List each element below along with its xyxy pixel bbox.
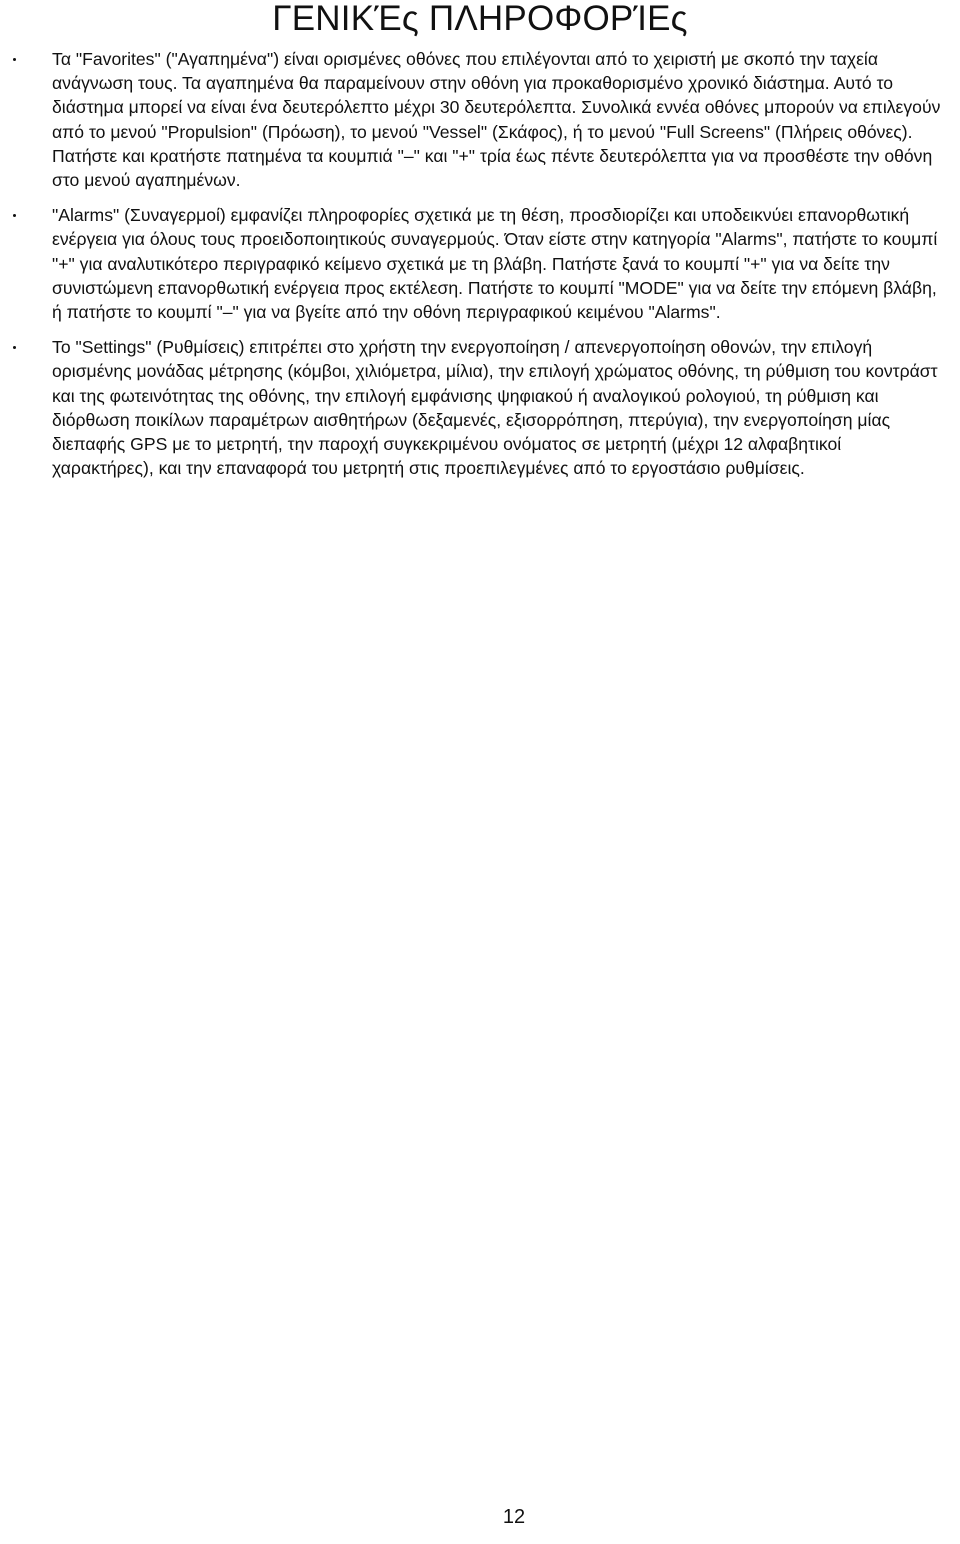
bullet-text-settings: επιτρέπει στο χρήστη την ενεργοποίηση / απενεργοποίηση οθονών, την επιλογή ορισμένης μονάδας μέτρησης (κόμβοι, χιλιόμετρα, μίλια), την επιλογή χρώματος οθόνης, τη ρύθμιση του κοντράστ και της φωτεινότητας της οθόνης, την επιλογή εμφάνισης ψηφιακού ή αναλογικού ρολογιού, τη ρύθμιση και διόρθωση ποικίλων παραμέτρων αισθητήρων (δεξαμενές, εξισορρόπηση, πτερύγια), την ενεργοποίηση μίας διεπαφής GPS με το μετρητή, την παροχή συγκεκριμένου ονόματος σε μετρητή (μέχρι 12 αλφαβητικοί χαρακτήρες), και την επαναφορά του μετρητή στις προεπιλεγμένες από το εργοστάσιο ρυθμίσεις. [52, 337, 938, 479]
bullet-text-favorites: είναι ορισμένες οθόνες που επιλέγονται από το χειριστή με σκοπό την ταχεία ανάγνωση τους. Τα αγαπημένα θα παραμείνουν στην οθόνη για προκαθορισμένο χρονικό διάστημα. Αυτό το διάστημα μπορεί να είναι ένα δευτερόλεπτο μέχρι 30 δευτερόλεπτα. Συνολικά εννέα οθόνες μπορούν να επιλεγούν από το μενού "Propulsion" (Πρόωση), το μενού "Vessel" (Σκάφος), ή το μενού "Full Screens" (Πλήρεις οθόνες). Πατήστε και κρατήστε πατημένα τα κουμπιά "–" και "+" τρία έως πέντε δευτερόλεπτα για να προσθέστε την οθόνη στο μενού αγαπημένων. [52, 49, 941, 191]
bullet-text-alarms: εμφανίζει πληροφορίες σχετικά με τη θέση, προσδιορίζει και υποδεικνύει επανορθωτική ενέργεια για όλους τους προειδοποιητικούς συναγερμούς. Όταν είστε στην κατηγορία "Alarms", πατήστε το κουμπί "+" για αναλυτικότερο περιγραφικό κείμενο σχετικά με τη βλάβη. Πατήστε ξανά το κουμπί "+" για να δείτε την συνιστώμενη επανορθωτική ενέργεια προς εκτέλεση. Πατήστε το κουμπί "MODE" για να δείτε την επόμενη βλάβη, ή πατήστε το κουμπί "–" για να βγείτε από την οθόνη περιγραφικού κειμένου "Alarms". [52, 205, 938, 323]
bullet-list [0, 47, 960, 491]
bullet-lead-settings: Το "Settings" (Ρυθμίσεις) [52, 337, 245, 358]
bullet-lead-favorites: Τα "Favorites" ("Αγαπημένα") [52, 49, 280, 69]
page-title: ΓΕΝΙΚΈς ΠΛΗΡΟΦΟΡΊΕς [272, 0, 688, 38]
bullet-item-settings [0, 335, 960, 480]
bullet-item-favorites [0, 47, 960, 192]
bullet-item-alarms [0, 203, 960, 324]
page-number: 12 [502, 1506, 526, 1528]
bullet-lead-alarms: "Alarms" (Συναγερμοί) [52, 205, 226, 226]
